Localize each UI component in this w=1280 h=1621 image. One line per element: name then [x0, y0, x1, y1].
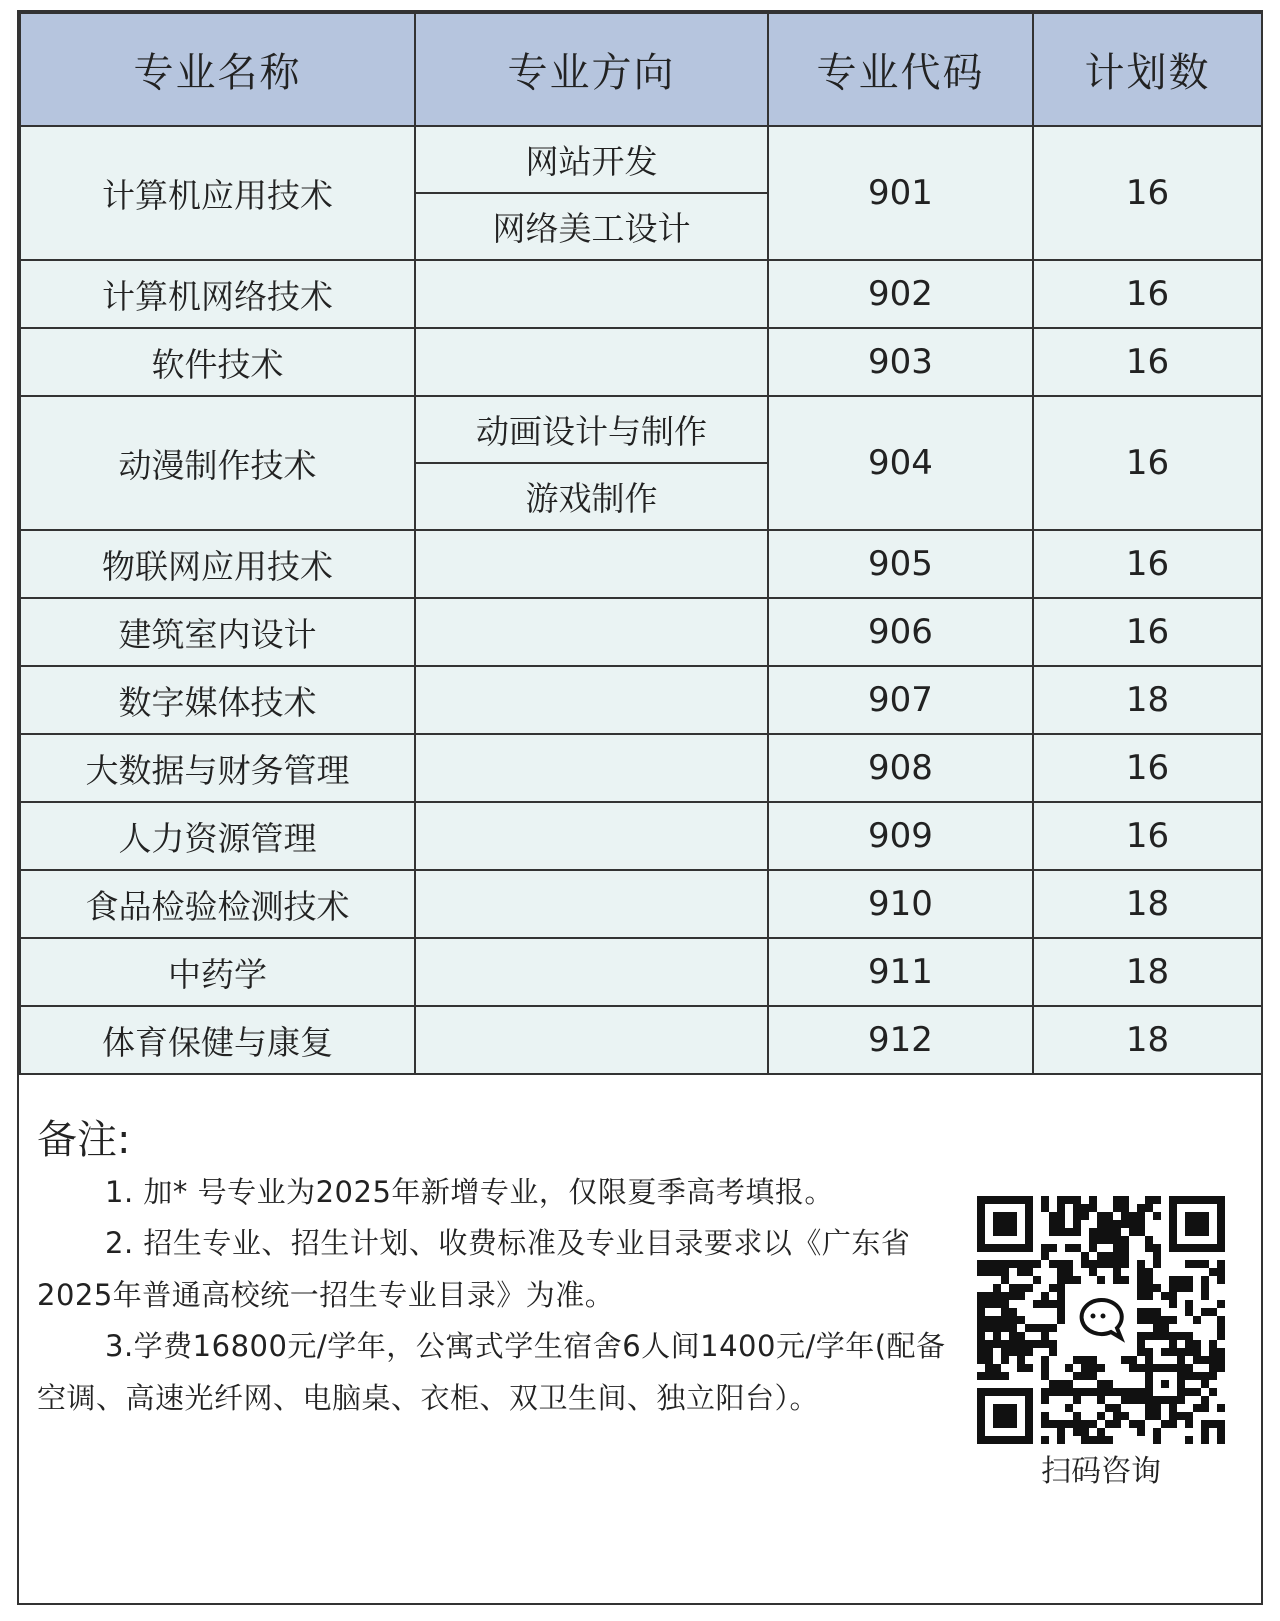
- major-name-cell: 动漫制作技术: [20, 396, 415, 530]
- major-name-cell: 计算机网络技术: [20, 260, 415, 328]
- major-direction-cell: [415, 260, 768, 328]
- plan-count-cell: 16: [1033, 126, 1262, 260]
- table-row: [20, 126, 1262, 193]
- plan-count-cell: 16: [1033, 734, 1262, 802]
- major-name-cell: 人力资源管理: [20, 802, 415, 870]
- table-row: [20, 530, 1262, 598]
- table-row: [20, 802, 1262, 870]
- plan-count-cell: 18: [1033, 666, 1262, 734]
- note-item-1: 1. 加* 号专业为2025年新增专业，仅限夏季高考填报。: [105, 1175, 834, 1209]
- plan-count-cell: 16: [1033, 598, 1262, 666]
- major-direction-cell: [415, 598, 768, 666]
- header-plan-count: 计划数: [1033, 13, 1262, 126]
- major-code-cell: 903: [768, 328, 1033, 396]
- major-code-cell: 904: [768, 396, 1033, 530]
- major-code-cell: 907: [768, 666, 1033, 734]
- major-name-cell: 建筑室内设计: [20, 598, 415, 666]
- major-name-cell: 食品检验检测技术: [20, 870, 415, 938]
- plan-count-cell: 16: [1033, 396, 1262, 530]
- table-row: [20, 1006, 1262, 1074]
- table-row: [20, 734, 1262, 802]
- major-name-cell: 大数据与财务管理: [20, 734, 415, 802]
- major-code-cell: 912: [768, 1006, 1033, 1074]
- major-code-cell: 910: [768, 870, 1033, 938]
- major-direction-cell: [415, 666, 768, 734]
- plan-count-cell: 16: [1033, 328, 1262, 396]
- table-row: [20, 328, 1262, 396]
- plan-count-cell: 16: [1033, 530, 1262, 598]
- major-direction-cell: [415, 938, 768, 1006]
- major-direction-cell: [415, 530, 768, 598]
- header-major-name: 专业名称: [20, 13, 415, 126]
- plan-count-cell: 18: [1033, 870, 1262, 938]
- wechat-qr-code-icon: [977, 1196, 1225, 1444]
- note-item-3: 3.学费16800元/学年，公寓式学生宿舍6人间1400元/学年(配备空调、高速光纤网、电脑桌、衣柜、双卫生间、独立阳台）。: [37, 1329, 946, 1415]
- plan-count-cell: 16: [1033, 260, 1262, 328]
- table-row: [20, 260, 1262, 328]
- major-direction-cell: 网站开发: [415, 126, 768, 193]
- major-direction-cell: [415, 870, 768, 938]
- major-direction-cell: 网络美工设计: [415, 193, 768, 260]
- notes-section: [19, 1086, 1261, 1605]
- major-name-cell: 计算机应用技术: [20, 126, 415, 260]
- plan-count-cell: 16: [1033, 802, 1262, 870]
- major-direction-cell: [415, 328, 768, 396]
- major-code-cell: 901: [768, 126, 1033, 260]
- table-row: [20, 870, 1262, 938]
- enrollment-table: [19, 12, 1263, 1075]
- major-direction-cell: 动画设计与制作: [415, 396, 768, 463]
- major-name-cell: 体育保健与康复: [20, 1006, 415, 1074]
- note-item-2: 2. 招生专业、招生计划、收费标准及专业目录要求以《广东省2025年普通高校统一招生专业目录》为准。: [37, 1226, 911, 1312]
- major-direction-cell: [415, 1006, 768, 1074]
- plan-count-cell: 18: [1033, 938, 1262, 1006]
- major-direction-cell: [415, 734, 768, 802]
- major-code-cell: 911: [768, 938, 1033, 1006]
- major-code-cell: 902: [768, 260, 1033, 328]
- major-name-cell: 中药学: [20, 938, 415, 1006]
- qr-label: 扫码咨询: [1041, 1454, 1161, 1489]
- major-name-cell: 物联网应用技术: [20, 530, 415, 598]
- major-code-cell: 906: [768, 598, 1033, 666]
- header-major-direction: 专业方向: [415, 13, 768, 126]
- major-name-cell: 数字媒体技术: [20, 666, 415, 734]
- plan-count-cell: 18: [1033, 1006, 1262, 1074]
- major-name-cell: 软件技术: [20, 328, 415, 396]
- table-body: [20, 126, 1262, 1074]
- table-row: [20, 598, 1262, 666]
- table-header-row: [20, 13, 1262, 126]
- enrollment-plan-sheet: [17, 10, 1263, 1605]
- major-direction-cell: 游戏制作: [415, 463, 768, 530]
- table-row: [20, 396, 1262, 463]
- notes-title: 备注:: [37, 1117, 131, 1163]
- major-code-cell: 905: [768, 530, 1033, 598]
- header-major-code: 专业代码: [768, 13, 1033, 126]
- table-row: [20, 666, 1262, 734]
- major-code-cell: 908: [768, 734, 1033, 802]
- major-direction-cell: [415, 802, 768, 870]
- table-row: [20, 938, 1262, 1006]
- major-code-cell: 909: [768, 802, 1033, 870]
